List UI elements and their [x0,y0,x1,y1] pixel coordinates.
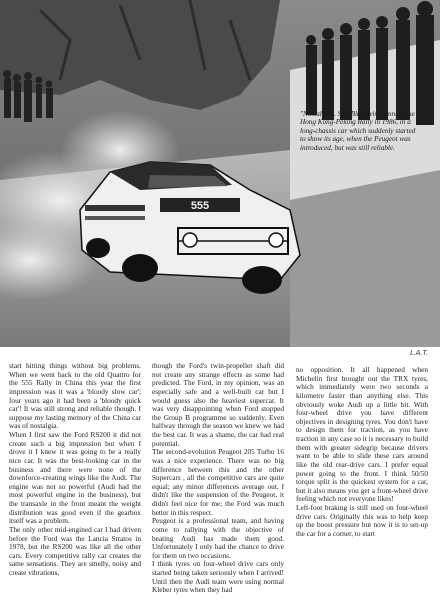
paragraph: When I first saw the Ford RS200 it did not create such a big impression but when I drove it I knew it was going to be a really nice car. It was the best-looking car in the business and there were none of the downforce-creating wings like the Audi. The engine was not so powerful (Audi had the most powerful engine in the business), but the transaxle in the front meant the weight distribution was good even if the gearbox itself was a problem. [9,430,141,526]
photo-caption: "Nostalgia". Stig Blomqvist winning the Hong Kong-Peking Rally in 1986, in a long-chassis car which suddenly started to show its age, when the Peugeot was introduced, but was still reliable. [300,110,416,152]
photo-credit: L.A.T. [409,350,428,357]
paragraph: Peugeot is a professional team, and having come to rallying with the objective of beating Audi has made them good. Unfortunately I only had the chance to drive for them on two occasions. [152,516,284,560]
article-column-2 [152,362,284,595]
paragraph: The only other mid-engined car I had driven before the Ford was the Lancia Stratos in 1978, but the RS200 was like all the other cars. Every competitive rally car creates the same sensations. They are smelly, noisy and create vibrations, [9,524,141,577]
article-column-1 [9,362,141,578]
paragraph: Left-foot braking is still used on four-wheel drive cars. Originally this was to help keep up the boost pressure but now it is to set-up the car for a corner, to start [296,503,428,538]
article-column-3 [296,366,428,539]
paragraph: start hitting things without big problems. When we went back to the old Quattro for the 555 Rally in China this year the first impression was it was a 'bloody slow car'; four years ago it had been a 'bloody quick car'! It was still strong and reliable though. I suppose my lasting memory of the China car was of nostalgia. [9,361,141,431]
paragraph: no opposition. It all happened when Michelin first brought out the TRX tyres, which immediately were two seconds a kilometre faster than anything else. This obviously woke Audi up a little bit. With four-wheel drive you have different objectives in designing tyres. You don't have to design them for traction, as you have traction in any case so it is necessary to build them with greater sidegrip because drivers want to be able to slide these cars around like the old rear-drive cars. I prefer equal power going to the front. I think 50/50 torque split is the quickest system for a car, but it also means you get a front-wheel drive feeling which not everyone likes! [296,365,428,504]
plate-number: 555 [190,200,210,212]
paragraph: though the Ford's twin-propeller shaft did not create any strange effects as some had predicted. The Ford, in my opinion, was an especially safe and a well-built car but I would guess also the heaviest supercar. It was very disappointing when Ford stopped the Group B programme so suddenly. Even halfway through the season we knew we had the best car. It was a shame, the car had real potential. [152,361,284,448]
paragraph: I think tyres on four-wheel drive cars only started being taken seriously when I arrived! Until then the Audi team were using normal Kleber tyres when they had [152,559,284,595]
paragraph: The second-evolution Peugeot 205 Turbo 16 was a nice experience. There was no big difference between this and the other Supercars , all the competitive cars are quite equal; any minor differences average out. I didn't like the suspension of the Peugeot, it didn't feel nice for me; the Ford was much better in this respect. [152,447,284,517]
